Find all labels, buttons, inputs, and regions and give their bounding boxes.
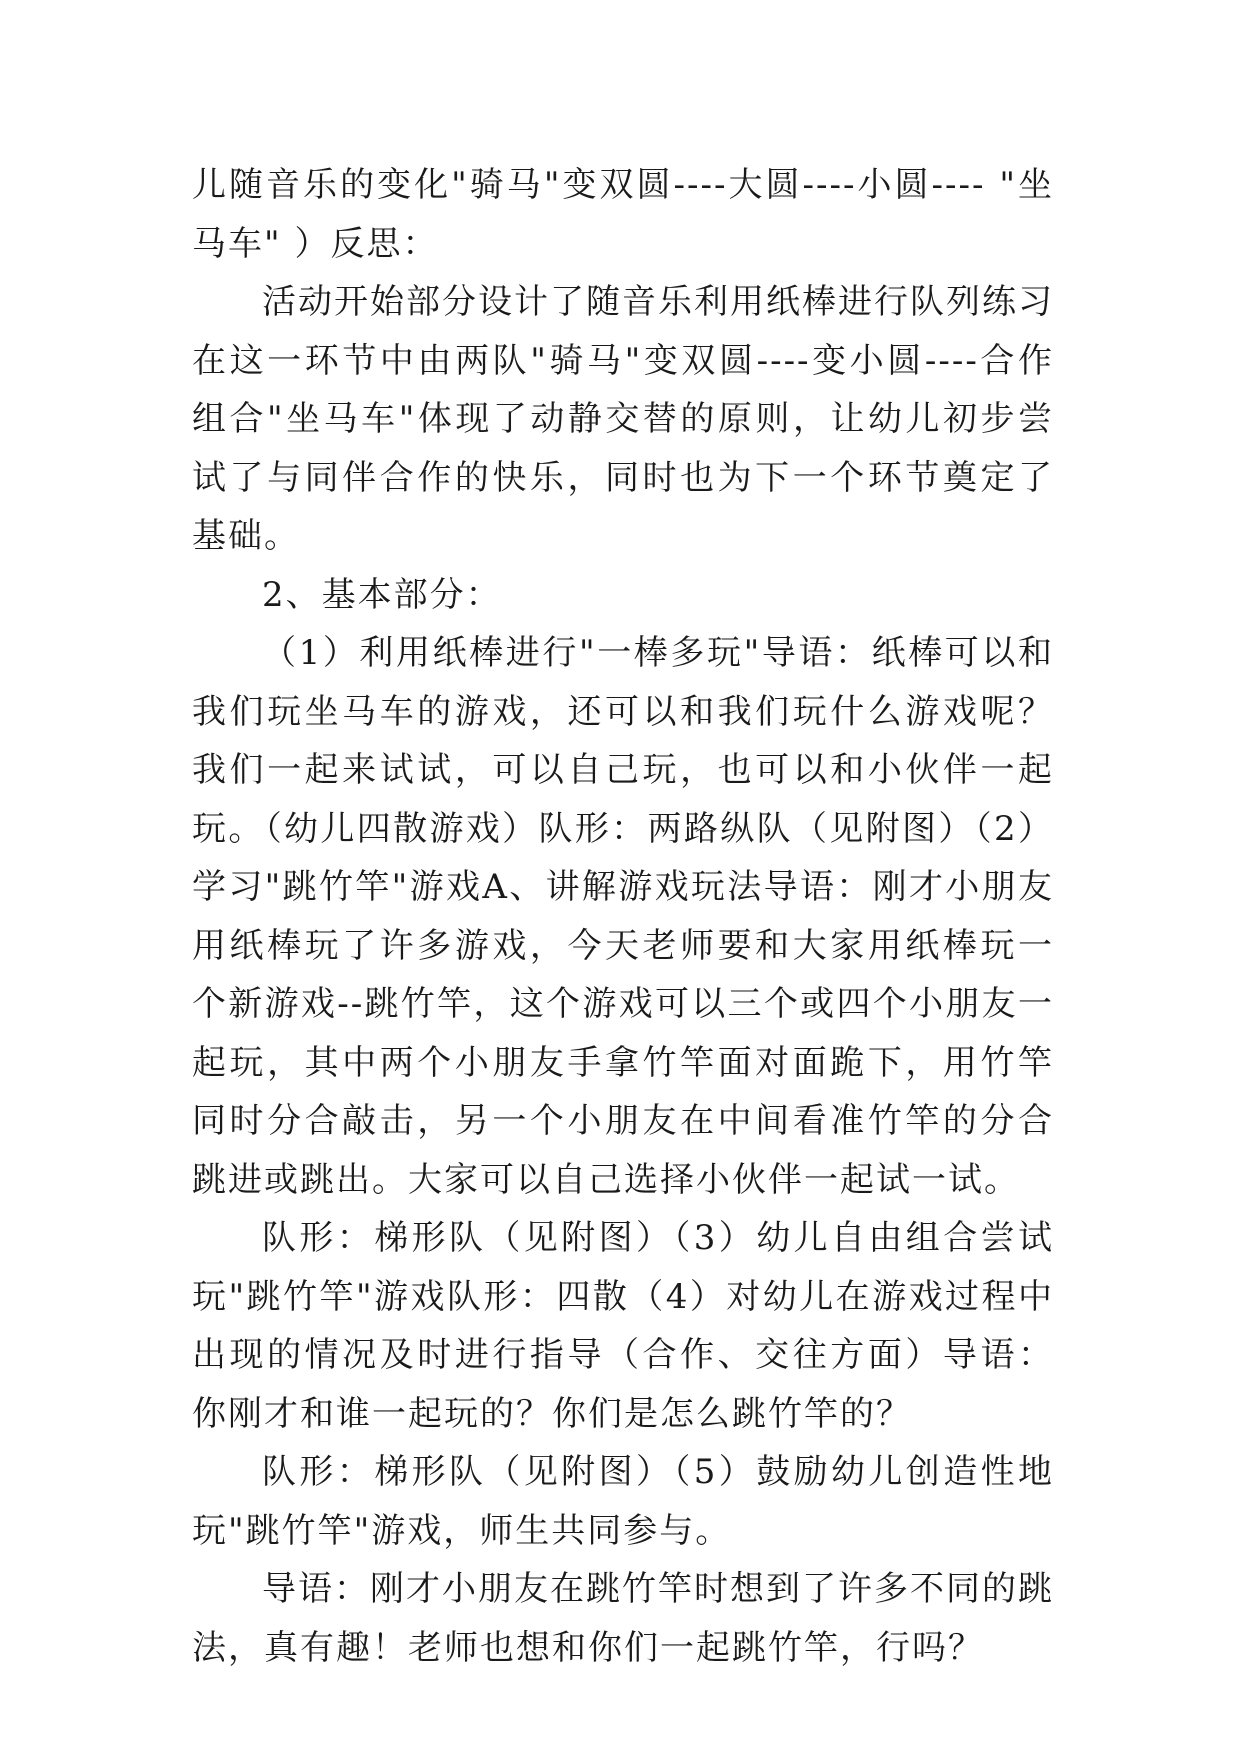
section-heading-basic: 2、基本部分： bbox=[262, 574, 502, 615]
paragraph-4: （1）利用纸棒进行"一棒多玩"导语：纸棒可以和我们玩坐马车的游戏，还可以和我们玩什么游戏呢？我们一起来试试，可以自己玩，也可以和小伙伴一起玩。（幼儿四散游戏）队形：两路纵队（见附图）（2）学习"跳竹竿"游戏A、讲解游戏玩法导语：刚才小朋友用纸棒玩了许多游戏，今天老师要和大家用纸棒玩一个新游戏--跳竹竿，这个游戏可以三个或四个小朋友一起玩，其中两个小朋友手拿竹竿面对面跪下，用竹竿同时分合敲击，另一个小朋友在中间看准竹竿的分合跳进或跳出。大家可以自己选择小伙伴一起试一试。 bbox=[192, 633, 1054, 1200]
paragraph-6: 队形：梯形队（见附图）（5）鼓励幼儿创造性地玩"跳竹竿"游戏，师生共同参与。 bbox=[192, 1452, 1054, 1551]
paragraph-5: 队形：梯形队（见附图）（3）幼儿自由组合尝试玩"跳竹竿"游戏队形：四散（4）对幼儿在游戏过程中出现的情况及时进行指导（合作、交往方面）导语：你刚才和谁一起玩的？你们是怎么跳竹竿的？ bbox=[192, 1218, 1054, 1434]
paragraph-1: 儿随音乐的变化"骑马"变双圆----大圆----小圆---- "坐马车" ）反思： bbox=[192, 165, 1054, 264]
paragraph-7: 导语：刚才小朋友在跳竹竿时想到了许多不同的跳法，真有趣！老师也想和你们一起跳竹竿，行吗？ bbox=[192, 1569, 1054, 1668]
paragraph-2: 活动开始部分设计了随音乐利用纸棒进行队列练习在这一环节中由两队"骑马"变双圆----变小圆----合作组合"坐马车"体现了动静交替的原则，让幼儿初步尝试了与同伴合作的快乐，同时也为下一个环节奠定了基础。 bbox=[192, 282, 1054, 556]
document-body bbox=[192, 156, 1054, 1677]
